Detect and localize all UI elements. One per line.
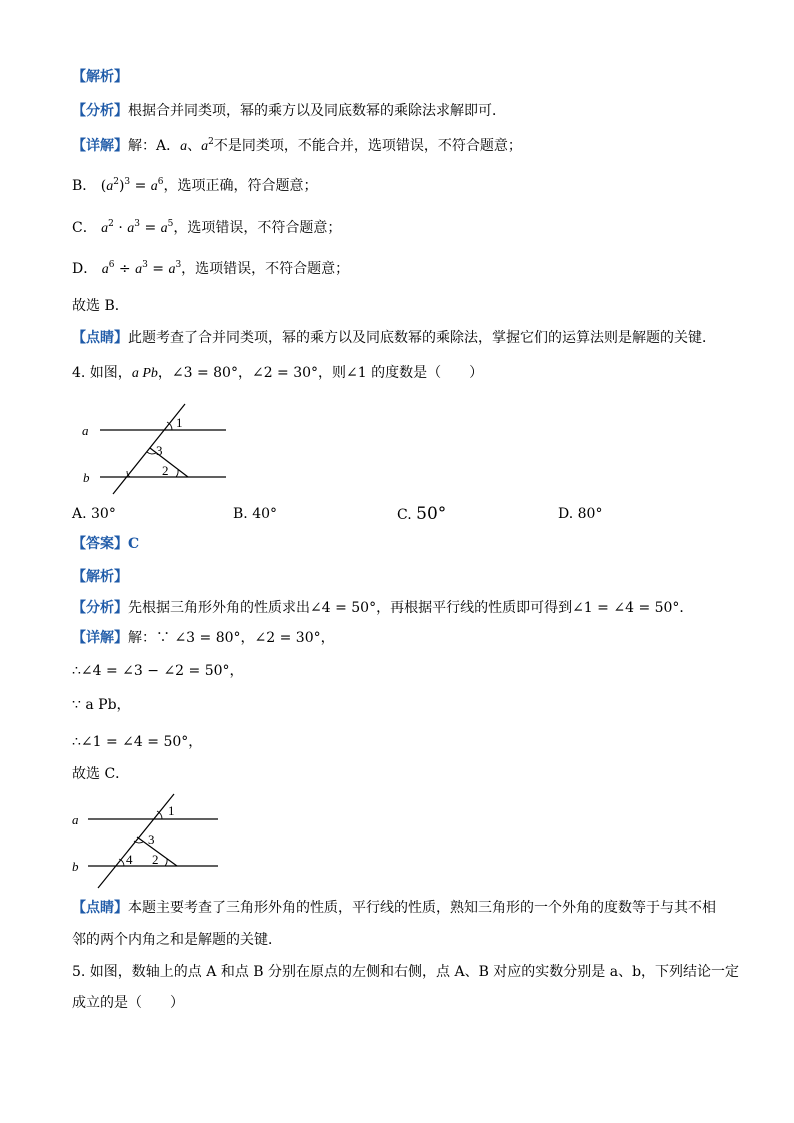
q4-jiexi-heading: 【解析】 — [72, 569, 128, 585]
line-b-label-2: b — [72, 859, 79, 874]
q5-question-1: 5. 如图，数轴上的点 A 和点 B 分别在原点的左侧和右侧，点 A、B 对应的实数分别是 a、b，下列结论一定 — [72, 964, 740, 980]
q4-option-a: A. 30° — [72, 506, 116, 522]
q3-choose: 故选 B． — [72, 298, 129, 314]
q3-option-b: B． $(a^2)^3 = a^6$，选项正确，符合题意； — [72, 177, 318, 194]
angle-3-label: 3 — [156, 443, 163, 458]
q5-question-2: 成立的是（ ） — [72, 995, 184, 1011]
q3-option-c: C． $a^2 \cdot a^3 = a^5$，选项错误，不符合题意； — [72, 219, 342, 236]
q3-comment: 【点睛】此题考查了合并同类项，幂的乘方以及同底数幂的乘除法，掌握它们的运算法则是解题的关键． — [72, 330, 716, 346]
q4-choose: 故选 C． — [72, 766, 130, 782]
q4-detail-1: 【详解】解：∵ ∠3 = 80°，∠2 = 30°， — [72, 630, 335, 646]
angle-1-label-2: 1 — [168, 803, 175, 818]
q4-option-c: C. 50° — [397, 504, 447, 524]
q3-analysis: 【分析】根据合并同类项，幂的乘方以及同底数幂的乘除法求解即可． — [72, 103, 506, 119]
q3-detail: 【详解】解：A．a、$a^2$不是同类项，不能合并，选项错误，不符合题意； — [72, 137, 522, 154]
q4-answer: 【答案】C — [72, 536, 140, 552]
line-a-label-2: a — [72, 812, 79, 827]
line-a-label: a — [82, 423, 89, 438]
angle-1-label: 1 — [176, 415, 183, 430]
q4-detail-4: ∴∠1 = ∠4 = 50°， — [72, 734, 203, 750]
q4-option-d: D. 80° — [558, 506, 603, 522]
q4-detail-2: ∴∠4 = ∠3 − ∠2 = 50°， — [72, 663, 244, 679]
q4-option-b: B. 40° — [233, 506, 278, 522]
q4-detail-3: ∵ a Pb， — [72, 697, 131, 713]
q4-figure — [80, 398, 240, 498]
q4-analysis: 【分析】先根据三角形外角的性质求出∠4 = 50°，再根据平行线的性质即可得到∠1 = ∠4 = 50°． — [72, 600, 694, 616]
angle-2-label: 2 — [162, 463, 169, 478]
q4-question: 4. 如图，a Pb，∠3 = 80°，∠2 = 30°，则∠1 的度数是（ ） — [72, 365, 484, 381]
q4-comment-1: 【点睛】本题主要考查了三角形外角的性质，平行线的性质，熟知三角形的一个外角的度数等于与其不相 — [72, 900, 716, 916]
jiexi-heading: 【解析】 — [72, 69, 128, 85]
line-b-label: b — [83, 470, 90, 485]
angle-4-label: 4 — [126, 852, 133, 867]
q3-option-d: D． $a^6 \div a^3 = a^3$，选项错误，不符合题意； — [72, 260, 350, 277]
angle-2-label-2: 2 — [152, 852, 159, 867]
q4-solution-figure — [72, 790, 232, 892]
q4-comment-2: 邻的两个内角之和是解题的关键． — [72, 932, 282, 948]
angle-3-label-2: 3 — [148, 832, 155, 847]
